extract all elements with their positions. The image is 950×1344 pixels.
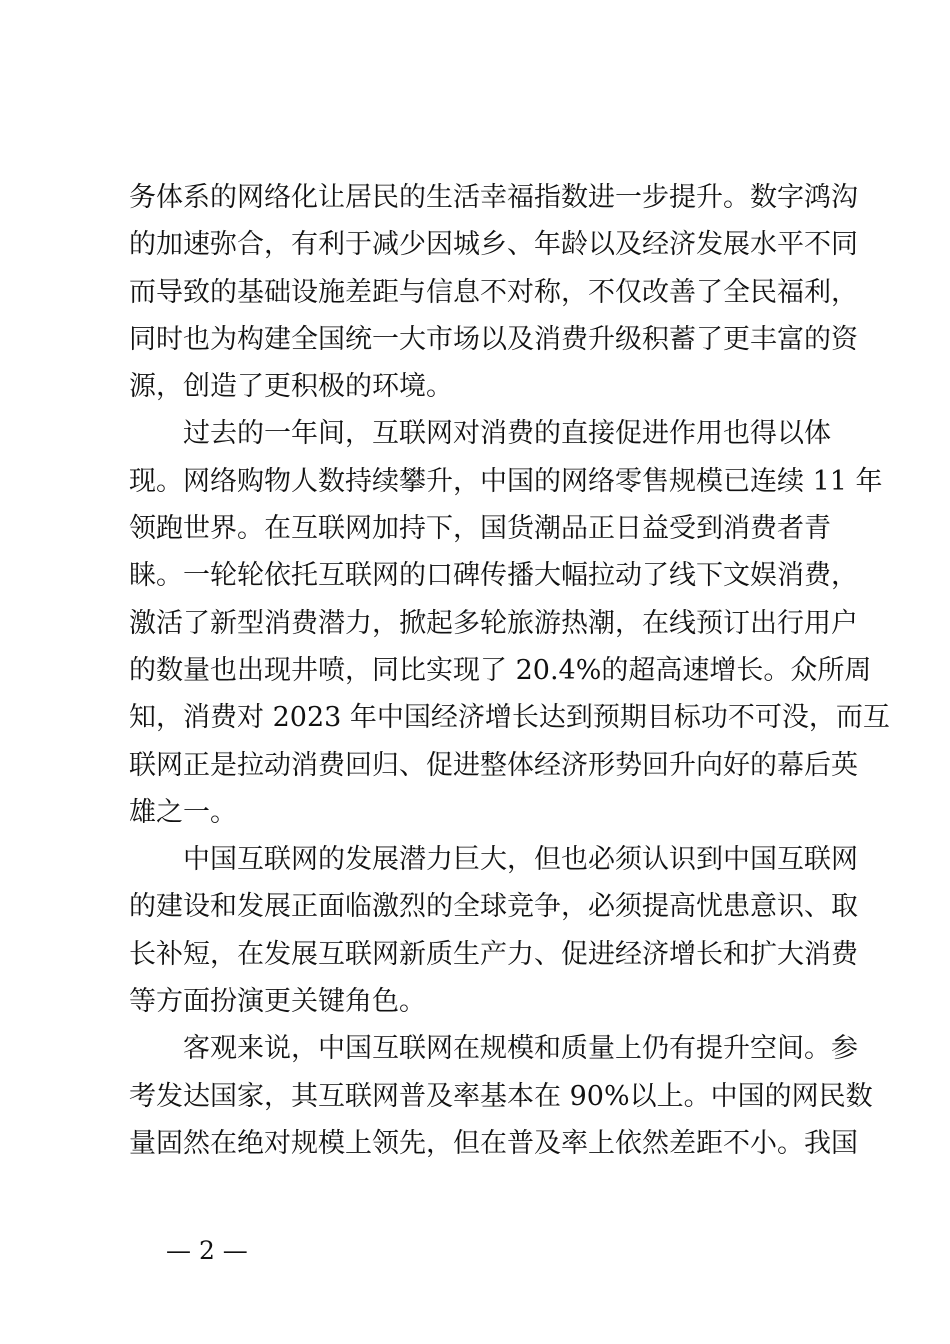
text-line: 源，创造了更积极的环境。 (129, 371, 453, 403)
text-line: 过去的一年间，互联网对消费的直接促进作用也得以体 (129, 418, 831, 450)
text-line: 现。网络购物人数持续攀升，中国的网络零售规模已连续 11 年 (129, 465, 883, 497)
text-line: 知，消费对 2023 年中国经济增长达到预期目标功不可没，而互 (129, 702, 890, 734)
text-line: 雄之一。 (129, 796, 237, 828)
text-line: 领跑世界。在互联网加持下，国货潮品正日益受到消费者青 (129, 513, 831, 545)
text-line: 睐。一轮轮依托互联网的口碑传播大幅拉动了线下文娱消费， (129, 560, 858, 592)
text-line: 激活了新型消费潜力，掀起多轮旅游热潮，在线预订出行用户 (129, 607, 858, 639)
text-line: 客观来说，中国互联网在规模和质量上仍有提升空间。参 (129, 1033, 858, 1065)
text-line: 考发达国家，其互联网普及率基本在 90%以上。中国的网民数 (129, 1080, 873, 1112)
text-line: 中国互联网的发展潜力巨大，但也必须认识到中国互联网 (129, 844, 858, 876)
text-line: 的数量也出现井喷，同比实现了 20.4%的超高速增长。众所周 (129, 654, 872, 686)
text-line: 长补短，在发展互联网新质生产力、促进经济增长和扩大消费 (129, 938, 858, 970)
text-line: 量固然在绝对规模上领先，但在普及率上依然差距不小。我国 (129, 1127, 858, 1159)
text-line: 的加速弥合，有利于减少因城乡、年龄以及经济发展水平不同 (129, 229, 858, 261)
text-line: 而导致的基础设施差距与信息不对称，不仅改善了全民福利， (129, 276, 858, 308)
document-body (129, 174, 890, 1167)
text-line: 联网正是拉动消费回归、促进整体经济形势回升向好的幕后英 (129, 749, 858, 781)
text-line: 务体系的网络化让居民的生活幸福指数进一步提升。数字鸿沟 (129, 182, 858, 213)
text-line: 同时也为构建全国统一大市场以及消费升级积蓄了更丰富的资 (129, 323, 858, 355)
page-number: — 2 — (166, 1236, 248, 1265)
text-line: 的建设和发展正面临激烈的全球竞争，必须提高忧患意识、取 (129, 891, 858, 923)
text-line: 等方面扮演更关键角色。 (129, 986, 426, 1018)
